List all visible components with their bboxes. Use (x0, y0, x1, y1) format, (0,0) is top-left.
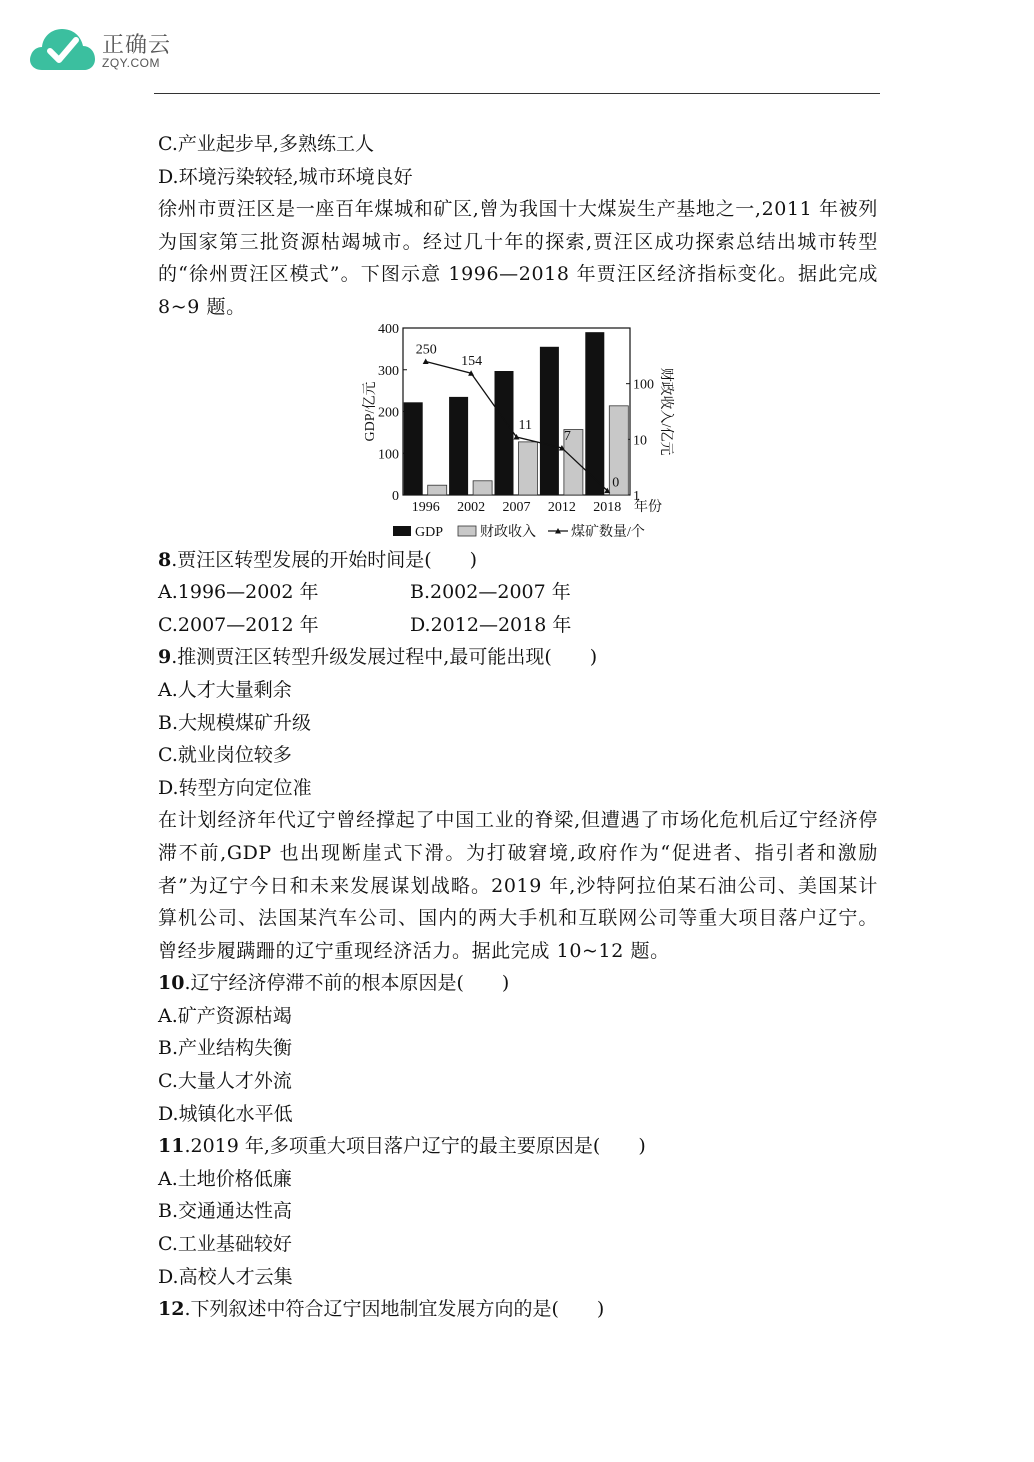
y-axis-title: GDP/亿元 (363, 381, 378, 442)
coal-mine-data-label: 0 (612, 475, 620, 491)
question-11-number: 11 (158, 1135, 185, 1158)
q10-option-a: A.矿产资源枯竭 (158, 1004, 292, 1027)
question-11 (158, 1130, 878, 1163)
coal-mine-data-label: 7 (563, 428, 571, 444)
fiscal-bar (473, 480, 492, 494)
question-8-options-row-1 (158, 576, 878, 609)
y-tick-label: 300 (378, 363, 399, 379)
y-tick-label: 400 (378, 323, 399, 337)
q8-option-a: A.1996—2002 年 (158, 581, 319, 604)
y2-axis-title: 财政收入/亿元 (658, 367, 673, 456)
passage-jiawang: 徐州市贾汪区是一座百年煤城和矿区,曾为我国十大煤炭生产基地之一,2011 年被列为国家第三批资源枯竭城市。经过几十年的探索,贾汪区成功探索总结出城市转型的“徐州贾汪区模式”。下图示意 1996—2018 年贾汪区经济指标变化。据此完成 8~9 题。 (158, 198, 878, 318)
q11-option-d: D.高校人才云集 (158, 1265, 293, 1288)
document-body (158, 128, 878, 1326)
header-divider (154, 93, 880, 94)
x-tick-label: 2012 (547, 499, 576, 515)
passage-liaoning: 在计划经济年代辽宁曾经撑起了中国工业的脊梁,但遭遇了市场化危机后辽宁经济停滞不前,GDP 也出现断崖式下滑。为打破窘境,政府作为“促进者、指引者和激励者”为辽宁今日和未来发展谋划战略。2019 年,沙特阿拉伯某石油公司、美国某计算机公司、法国某汽车公司、国内的两大手机和互联网公司等重大项目落户辽宁。曾经步履蹒跚的辽宁重现经济活力。据此完成 10~12 题。 (158, 809, 878, 962)
chart-container (360, 324, 878, 544)
y-tick-label: 0 (392, 488, 399, 504)
legend-fiscal-label: 财政收入 (480, 524, 536, 540)
q11-option-a: A.土地价格低廉 (158, 1167, 292, 1190)
q10-option-b: B.产业结构失衡 (158, 1037, 293, 1060)
q9-option-d: D.转型方向定位准 (158, 776, 312, 799)
x-tick-label: 2018 (593, 499, 622, 515)
brand-header (28, 20, 188, 78)
gdp-bar (495, 371, 514, 495)
question-10-stem: .辽宁经济停滞不前的根本原因是( ) (184, 972, 510, 995)
y-tick-label: 200 (378, 405, 399, 421)
question-8 (158, 544, 878, 577)
coal-mine-data-label: 11 (518, 417, 532, 433)
q10-option-c: C.大量人才外流 (158, 1070, 292, 1093)
economic-indicator-chart (360, 324, 680, 544)
x-tick-label: 2002 (457, 499, 486, 515)
q11-option-c: C.工业基础较好 (158, 1233, 292, 1256)
question-8-options-row-2 (158, 609, 878, 642)
q8-option-b: B.2002—2007 年 (410, 581, 571, 604)
gdp-bar (449, 396, 468, 494)
coal-mine-data-label: 154 (461, 353, 483, 369)
q9-option-b: B.大规模煤矿升级 (158, 711, 312, 734)
question-8-number: 8 (158, 548, 172, 571)
coal-mine-point (423, 358, 429, 364)
q11-option-b: B.交通通达性高 (158, 1200, 293, 1223)
question-8-stem: .贾汪区转型发展的开始时间是( ) (171, 548, 478, 571)
legend-fiscal-swatch (458, 526, 476, 536)
gdp-bar (585, 332, 604, 495)
coal-mine-data-label: 250 (415, 342, 437, 358)
brand-name: 正确云 (102, 33, 172, 58)
fiscal-bar (428, 485, 447, 495)
q7-option-d: D.环境污染较轻,城市环境良好 (158, 165, 413, 188)
question-12-number: 12 (158, 1298, 185, 1321)
question-10-number: 10 (158, 972, 185, 995)
y2-tick-label: 10 (633, 432, 647, 448)
q10-option-d: D.城镇化水平低 (158, 1102, 293, 1125)
x-axis-unit-label: 年份 (634, 499, 662, 515)
gdp-bar (404, 402, 423, 495)
question-9 (158, 641, 878, 674)
gdp-bar (540, 346, 559, 494)
brand-domain: ZQY.COM (102, 56, 160, 70)
q8-option-c: C.2007—2012 年 (158, 613, 319, 636)
legend-gdp-swatch (393, 526, 411, 536)
question-11-stem: .2019 年,多项重大项目落户辽宁的最主要原因是( ) (184, 1135, 646, 1158)
legend-gdp-label: GDP (415, 524, 444, 540)
question-12 (158, 1293, 878, 1326)
question-9-number: 9 (158, 646, 172, 669)
y2-tick-label: 1 (633, 488, 640, 504)
cloud-check-logo-icon (28, 24, 96, 74)
fiscal-bar (519, 441, 538, 494)
question-9-stem: .推测贾汪区转型升级发展过程中,最可能出现( ) (171, 646, 598, 669)
q9-option-c: C.就业岗位较多 (158, 744, 292, 767)
q9-option-a: A.人才大量剩余 (158, 678, 292, 701)
question-12-stem: .下列叙述中符合辽宁因地制宜发展方向的是( ) (184, 1298, 605, 1321)
legend-mine-label: 煤矿数量/个 (571, 524, 645, 540)
q7-option-c: C.产业起步早,多熟练工人 (158, 133, 374, 155)
x-tick-label: 2007 (502, 499, 531, 515)
q8-option-d: D.2012—2018 年 (410, 613, 572, 636)
x-tick-label: 1996 (411, 499, 440, 515)
y2-tick-label: 100 (633, 377, 654, 393)
y-tick-label: 100 (378, 446, 399, 462)
question-10 (158, 967, 878, 1000)
